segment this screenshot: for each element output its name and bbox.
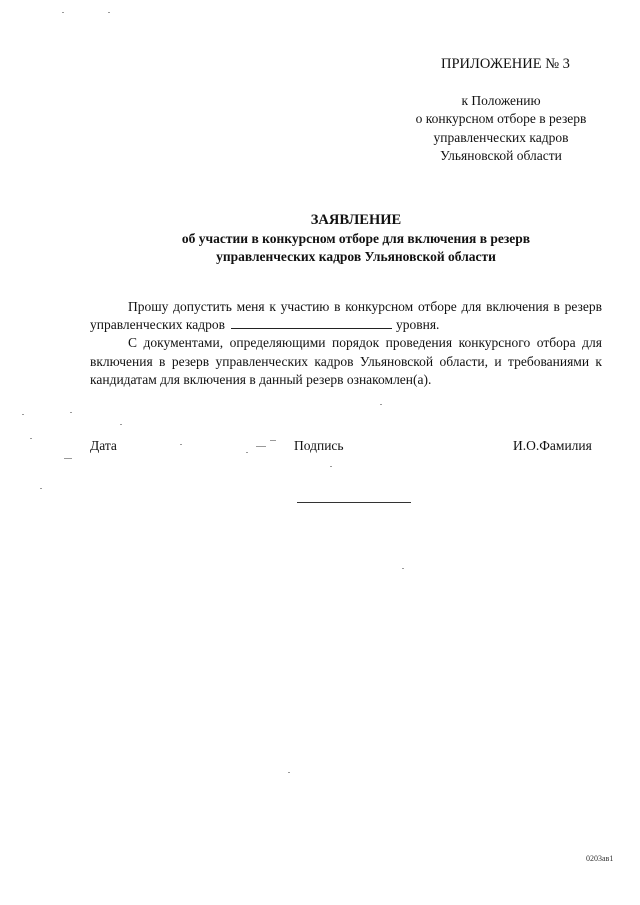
signature-label: Подпись (294, 438, 344, 453)
name-label: И.О.Фамилия (513, 438, 592, 453)
document-code: 0203ав1 (586, 854, 614, 863)
request-text: Прошу допустить меня к участию в конкурсном отборе для включения в резерв управленческих кадров (90, 299, 602, 333)
title-subline: об участии в конкурсном отборе для включения в резерв (181, 230, 531, 246)
date-label: Дата (90, 438, 117, 453)
reference-line: управленческих кадров (433, 129, 569, 145)
title-main: ЗАЯВЛЕНИЕ (310, 212, 402, 228)
title-subline: управленческих кадров Ульяновской области (216, 248, 496, 264)
level-blank-line (231, 316, 392, 329)
reference-line: о конкурсном отборе в резерв (415, 111, 587, 127)
request-text-end: уровня. (395, 317, 440, 333)
application-body (90, 298, 602, 389)
signature-line (297, 502, 411, 503)
reference-line: к Положению (461, 93, 541, 108)
regulation-reference (400, 92, 602, 165)
request-paragraph (90, 298, 602, 334)
acknowledgement-paragraph: С документами, определяющими порядок проведения конкурсного отбора для включения в резерв управленческих кадров Ульяновской области, и требованиями к кандидатам для включения в данный резерв ознакомлен(а). (90, 335, 602, 387)
appendix-label: ПРИЛОЖЕНИЕ № 3 (441, 56, 570, 72)
document-title (90, 212, 622, 265)
reference-line: Ульяновской области (440, 147, 562, 163)
